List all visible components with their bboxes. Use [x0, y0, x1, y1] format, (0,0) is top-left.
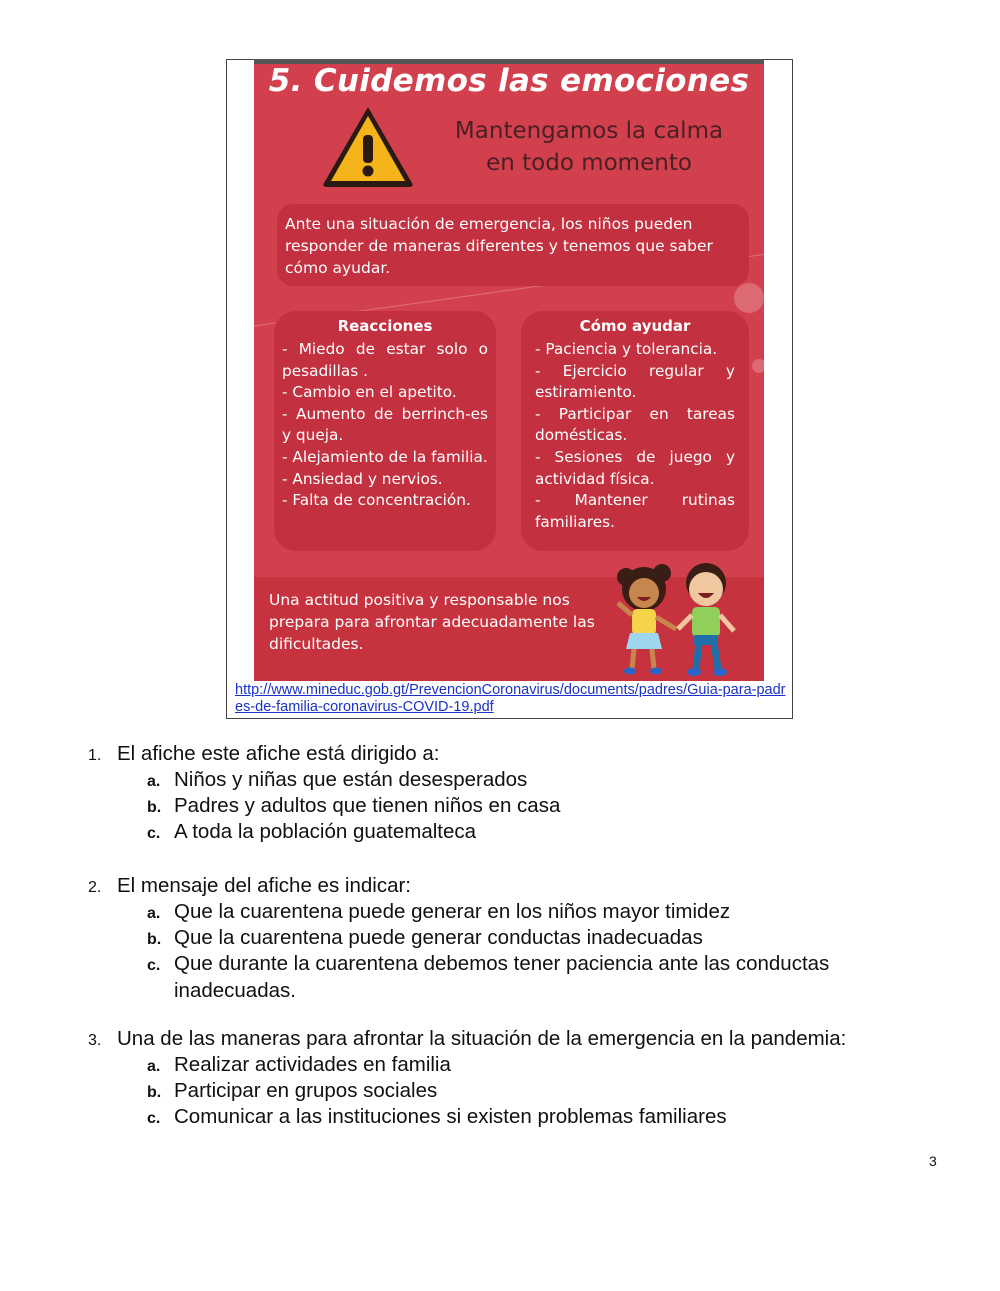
option-letter: b. — [147, 1084, 162, 1101]
option-text: Participar en grupos sociales — [174, 1079, 438, 1102]
list-item: - Aumento de berrinch-es y queja. — [282, 404, 488, 445]
list-item: - Sesiones de juego y actividad física. — [535, 447, 735, 488]
option-text: Niños y niñas que están desesperados — [174, 768, 528, 791]
help-list — [535, 339, 735, 533]
option-letter: b. — [147, 931, 162, 948]
option-letter: c. — [147, 957, 161, 974]
page-number: 3 — [929, 1153, 937, 1169]
option-text: Comunicar a las instituciones si existen problemas familiares — [174, 1105, 727, 1128]
subtitle-line: en todo momento — [486, 150, 692, 176]
decorative-circle — [752, 359, 764, 373]
poster — [254, 59, 764, 681]
reactions-box — [274, 311, 496, 551]
reactions-title: Reacciones — [337, 317, 433, 335]
list-item: - Mantener rutinas familiares. — [535, 491, 735, 531]
question-number: 2. — [88, 879, 102, 896]
reactions-list — [282, 339, 488, 512]
poster-title: 5. Cuidemos las emociones — [268, 63, 750, 99]
option-text: Que durante la cuarentena debemos tener paciencia ante las conductas inadecuadas. — [174, 952, 830, 1002]
list-item: - Ejercicio regular y estiramiento. — [535, 361, 735, 402]
option-letter: b. — [147, 799, 162, 816]
question-text: El mensaje del afiche es indicar: — [117, 874, 411, 897]
list-item: - Cambio en el apetito. — [282, 383, 457, 402]
option-letter: c. — [147, 1110, 161, 1127]
help-box — [521, 311, 749, 551]
intro-box — [277, 204, 749, 286]
poster-subtitle — [429, 115, 749, 179]
children-illustration — [604, 555, 754, 681]
list-item: - Miedo de estar solo o pesadillas . — [282, 340, 488, 380]
question-number: 1. — [88, 747, 102, 764]
list-item: - Ansiedad y nervios. — [282, 469, 443, 488]
closing-text: Una actitud positiva y responsable nos prepara para afrontar adecuadamente las dificultades. — [269, 591, 595, 653]
list-item: - Participar en tareas domésticas. — [535, 404, 735, 445]
list-item: - Alejamiento de la familia. — [282, 447, 488, 466]
intro-text: Ante una situación de emergencia, los niños pueden responder de maneras diferentes y tenemos que saber cómo ayudar. — [285, 215, 713, 277]
help-title: Cómo ayudar — [579, 317, 691, 335]
option-text: Padres y adultos que tienen niños en casa — [174, 794, 561, 817]
closing-band — [254, 577, 764, 681]
option-text: A toda la población guatemalteca — [174, 820, 477, 843]
question-text: Una de las maneras para afrontar la situación de la emergencia en la pandemia: — [117, 1027, 847, 1050]
option-text: Realizar actividades en familia — [174, 1053, 451, 1076]
subtitle-line: Mantengamos la calma — [454, 118, 724, 144]
option-letter: a. — [147, 905, 161, 922]
option-letter: a. — [147, 773, 161, 790]
question-number: 3. — [88, 1032, 102, 1049]
list-item: - Falta de concentración. — [282, 491, 471, 510]
warning-icon — [320, 103, 416, 189]
question-text: El afiche este afiche está dirigido a: — [117, 742, 440, 765]
decorative-circle — [734, 283, 764, 313]
source-link[interactable]: http://www.mineduc.gob.gt/PrevencionCoronavirus/documents/padres/Guia-para-padres-de-familia-coronavirus-COVID-19.pdf — [235, 682, 786, 715]
option-text: Que la cuarentena puede generar en los niños mayor timidez — [174, 900, 731, 923]
list-item: - Paciencia y tolerancia. — [535, 340, 718, 358]
option-letter: a. — [147, 1058, 161, 1075]
option-letter: c. — [147, 825, 161, 842]
option-text: Que la cuarentena puede generar conductas inadecuadas — [174, 926, 703, 949]
